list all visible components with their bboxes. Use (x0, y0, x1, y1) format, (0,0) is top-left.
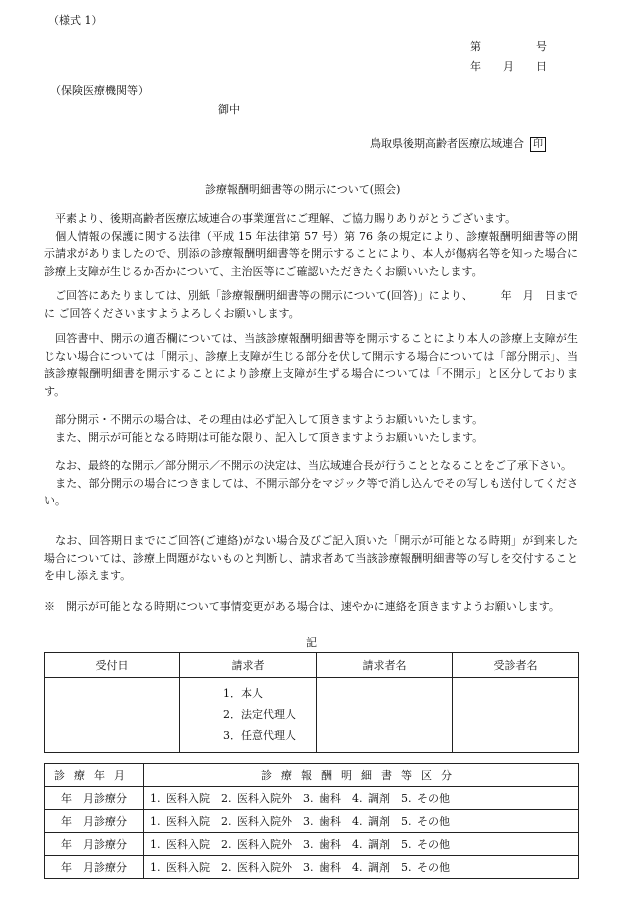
treatment-month-cell[interactable]: 年 月診療分 (45, 810, 144, 833)
paragraph: 部分開示・不開示の場合は、その理由は必ず記入して頂きますようお願いいたします。 (44, 413, 484, 426)
table-row (45, 787, 579, 810)
document-date-line: 年 月 日 (470, 60, 547, 73)
sender-name: 鳥取県後期高齢者医療広域連合 (370, 137, 524, 150)
paragraph: 平素より、後期高齢者医療広域連合の事業運営にご理解、ご協力賜りありがとうございます。 (44, 212, 517, 225)
classification-paragraph (44, 330, 578, 400)
paragraph: なお、最終的な開示／部分開示／不開示の決定は、当広域連合長が行うこととなることをご了承下さい。 (44, 459, 572, 472)
recipient-label: （保険医療機関等） (50, 84, 149, 97)
document-title: 診療報酬明細書等の開示について(照会) (205, 183, 401, 196)
decision-paragraphs (44, 457, 578, 510)
paragraph: なお、回答期日までにご回答(ご連絡)がない場合及びご記入頂いた「開示が可能となる時期」が到来した場合については、診療上問題がないものと判断し、請求者あて当該診療報酬明細書等の写しを交付することを申し添えます。 (44, 534, 578, 582)
form-label: （様式 1） (48, 14, 103, 27)
honorific: 御中 (218, 103, 240, 116)
category-cell[interactable]: 1. 医科入院 2. 医科入院外 3. 歯科 4. 調剤 5. その他 (144, 856, 579, 879)
requester-option: 3．任意代理人 (223, 729, 296, 742)
reason-paragraphs (44, 411, 578, 446)
header-requester-name: 請求者名 (317, 653, 453, 678)
paragraph: 個人情報の保護に関する法律（平成 15 年法律第 57 号）第 76 条の規定により、診療報酬明細書等の開示請求がありましたので、別添の診療報酬明細書等を開示することにより、本人が傷病名等を知った場合に診療上支障が生じるか否かについて、主治医等にご確認いただきたくお願いいたします。 (44, 229, 578, 278)
deadline-notice-paragraph (44, 532, 578, 585)
header-requester: 請求者 (180, 653, 317, 678)
reply-deadline-paragraph (44, 287, 578, 322)
treatment-month-cell[interactable]: 年 月診療分 (45, 856, 144, 879)
document-number-line: 第 号 (470, 40, 547, 53)
category-cell[interactable]: 1. 医科入院 2. 医科入院外 3. 歯科 4. 調剤 5. その他 (144, 787, 579, 810)
paragraph: また、部分開示の場合につきましては、不開示部分をマジック等で消し込んでその写しも送付してください。 (44, 476, 578, 507)
requester-name-cell[interactable] (317, 678, 453, 753)
category-cell[interactable]: 1. 医科入院 2. 医科入院外 3. 歯科 4. 調剤 5. その他 (144, 810, 579, 833)
claims-table (44, 763, 579, 879)
category-cell[interactable]: 1. 医科入院 2. 医科入院外 3. 歯科 4. 調剤 5. その他 (144, 833, 579, 856)
paragraph: ※ 開示が可能となる時期について事情変更がある場合は、速やかに連絡を頂きますようお願いします。 (44, 600, 560, 613)
table-row (45, 833, 579, 856)
ki-heading: 記 (306, 636, 317, 649)
request-table (44, 652, 579, 753)
paragraph: ご回答にあたりましては、別紙「診療報酬明細書等の開示について(回答)」により、 年 月 日までに ご回答くださいますようよろしくお願いします。 (44, 289, 578, 320)
patient-name-cell[interactable] (453, 678, 579, 753)
paragraph: 回答書中、開示の適否欄については、当該診療報酬明細書等を開示することにより本人の診療上支障が生じない場合については「開示」、診療上支障が生じる部分を伏して開示する場合については「部分開示」、当該診療報酬明細書を開示することにより診療上支障が生ずる場合については「不開示」と区分しております。 (44, 332, 578, 398)
requester-option: 2．法定代理人 (223, 708, 296, 721)
treatment-month-cell[interactable]: 年 月診療分 (45, 833, 144, 856)
paragraph: また、開示が可能となる時期は可能な限り、記入して頂きますようお願いいたします。 (44, 430, 484, 444)
header-reception-date: 受付日 (45, 653, 180, 678)
seal-mark: 印 (530, 137, 546, 152)
intro-paragraphs (44, 210, 578, 280)
note-paragraph (44, 598, 578, 616)
requester-options-cell[interactable] (180, 678, 317, 753)
header-statement-category: 診療報酬明細書等区分 (144, 764, 579, 787)
table-row (45, 810, 579, 833)
requester-option: 1．本人 (223, 687, 263, 700)
reception-date-cell[interactable] (45, 678, 180, 753)
sender-line (370, 135, 546, 152)
header-treatment-month: 診療年月 (45, 764, 144, 787)
header-patient-name: 受診者名 (453, 653, 579, 678)
treatment-month-cell[interactable]: 年 月診療分 (45, 787, 144, 810)
table-row (45, 856, 579, 879)
